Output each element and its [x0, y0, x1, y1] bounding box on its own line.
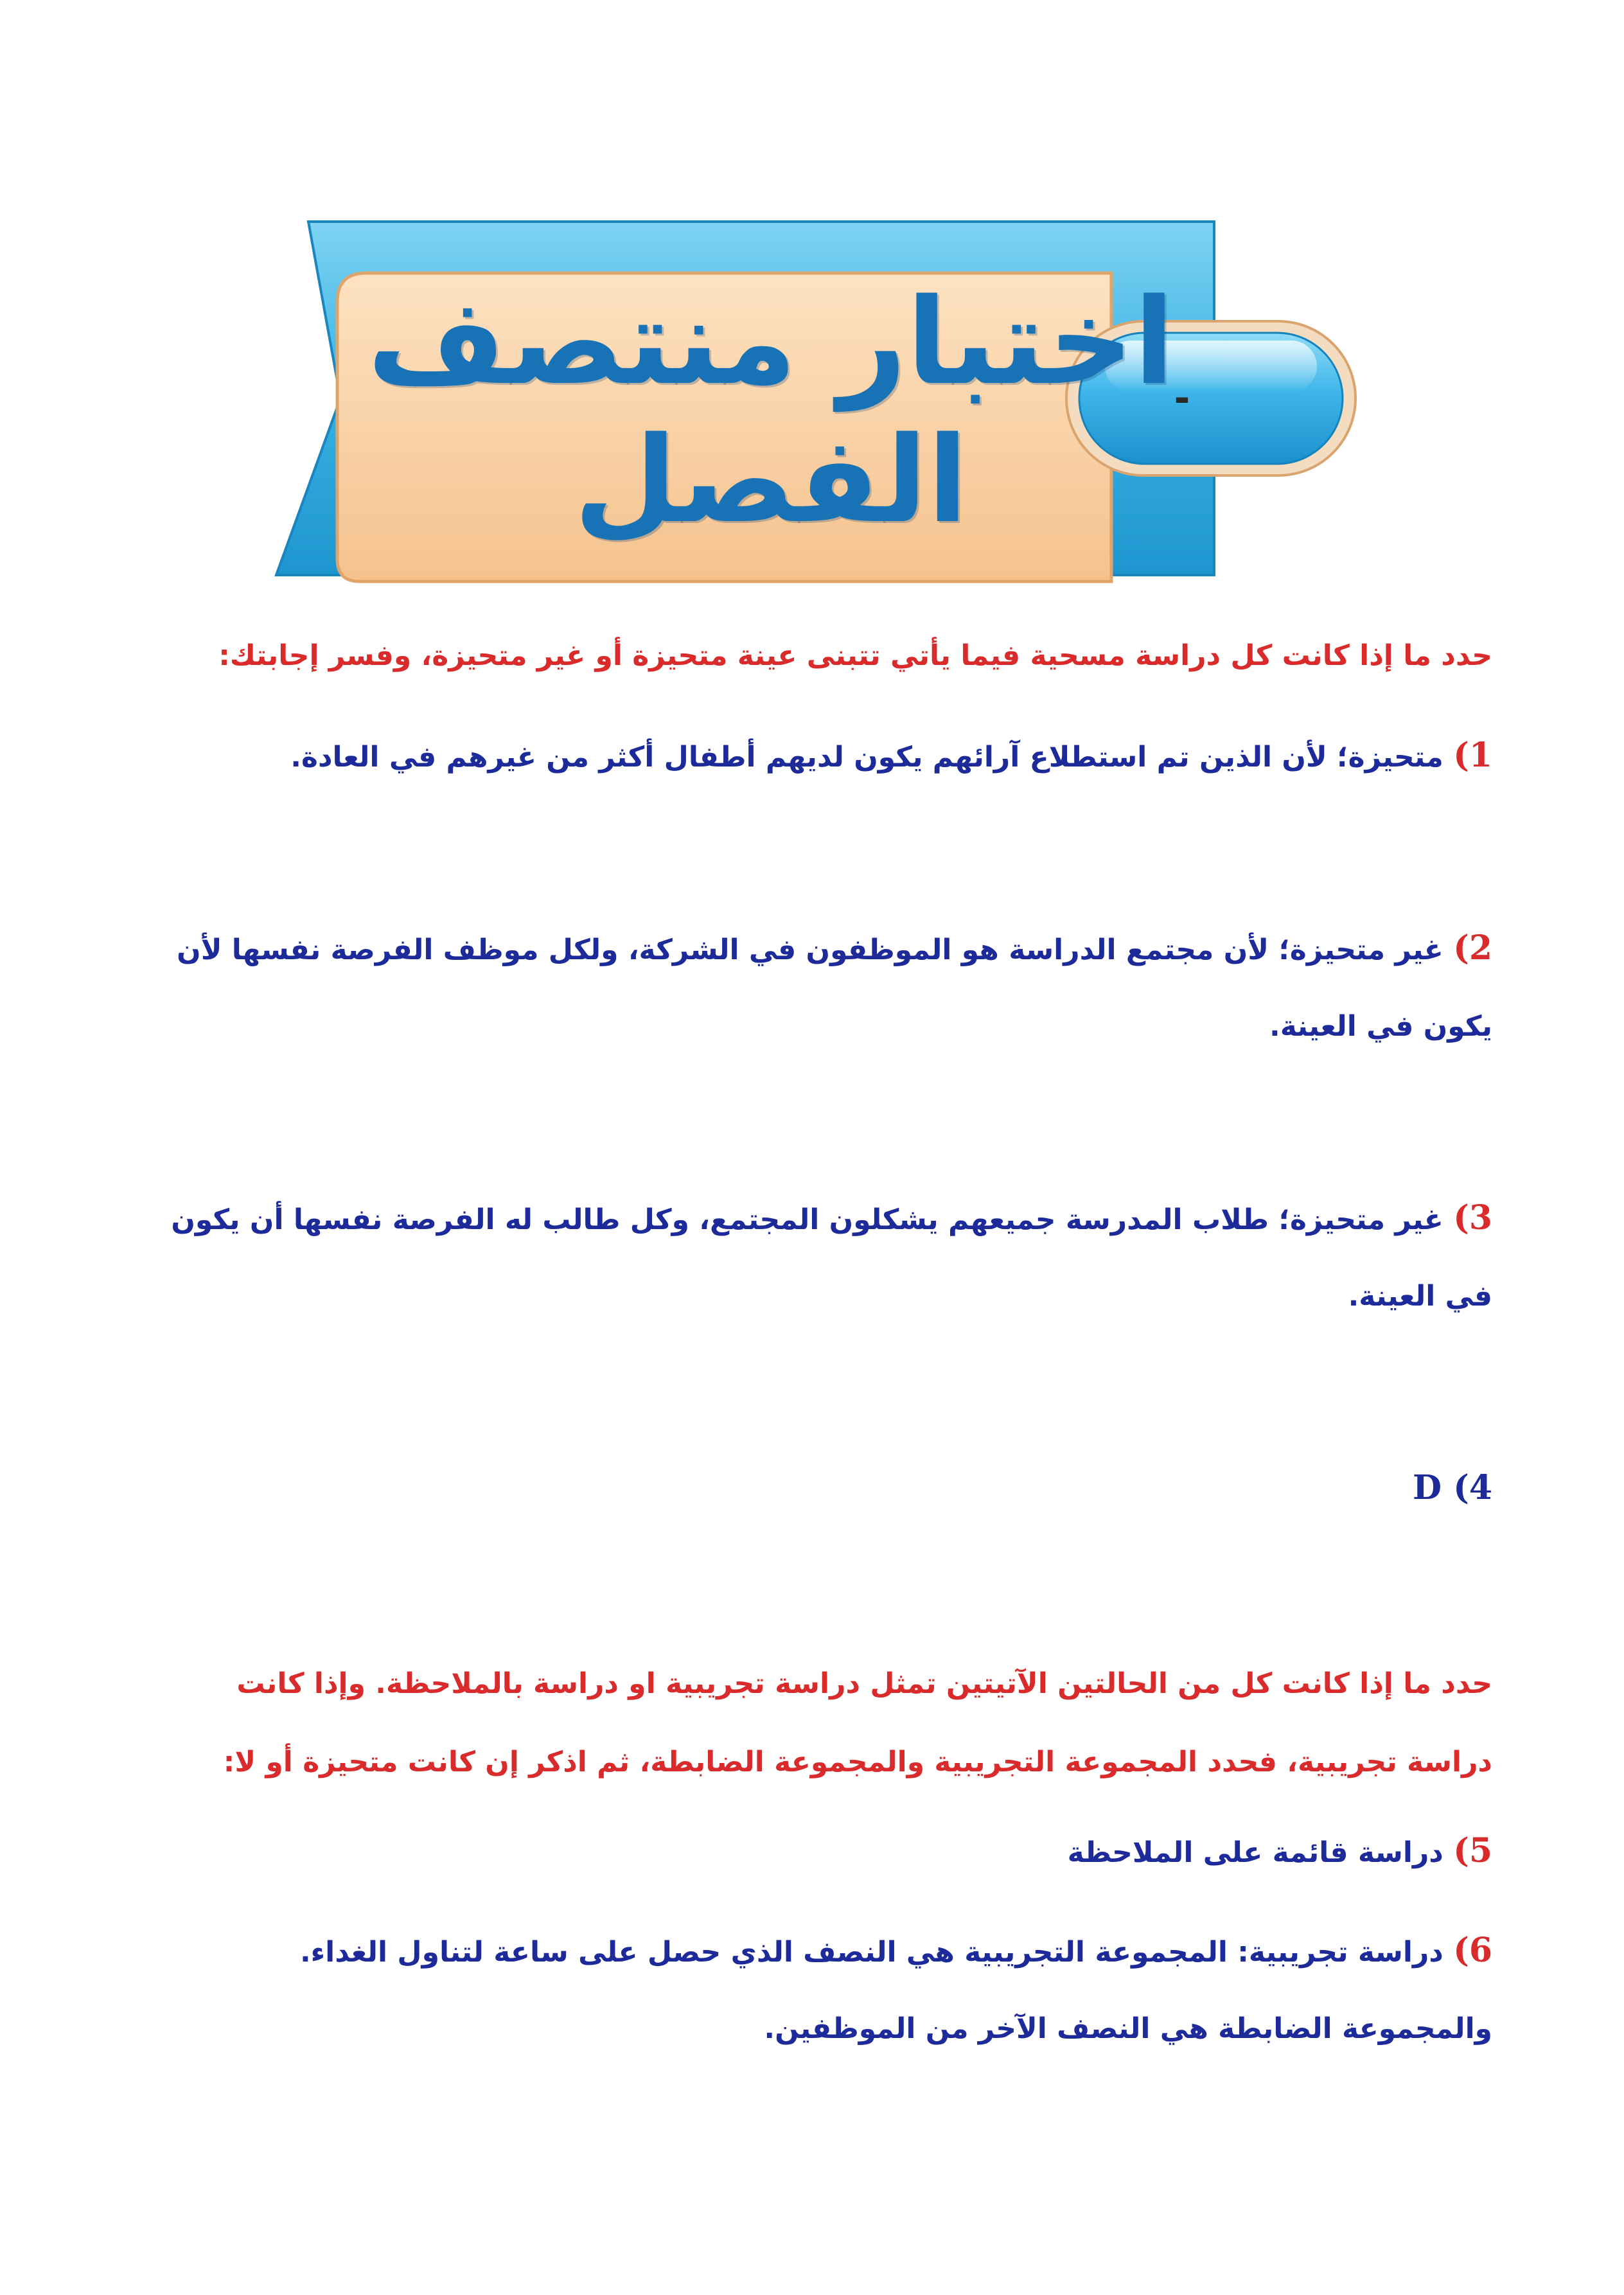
title-line-1: اختبار منتصف — [367, 272, 1175, 411]
item-number: 6) — [1453, 1931, 1492, 1970]
answer-item-3-continued: في العينة. — [1348, 1280, 1492, 1313]
section2-instruction-line-1: حدد ما إذا كانت كل من الحالتين الآتيتين تمثل دراسة تجريبية او دراسة بالملاحظة. وإذا كانت — [236, 1667, 1492, 1700]
item-text: دراسة قائمة على الملاحظة — [1067, 1836, 1443, 1869]
item-number: 2) — [1453, 928, 1492, 968]
answer-item-1 — [290, 716, 1492, 797]
section2-instruction-line-2: دراسة تجريبية، فحدد المجموعة التجريبية والمجموعة الضابطة، ثم اذكر إن كانت متحيزة أو لا: — [223, 1746, 1492, 1778]
item-number: D (4 — [1413, 1468, 1492, 1507]
item-text: غير متحيزة؛ لأن مجتمع الدراسة هو الموظفون في الشركة، ولكل موظف الفرصة نفسها لأن — [177, 934, 1443, 966]
title-line-2: الفصل — [574, 411, 968, 549]
item-number: 3) — [1453, 1198, 1492, 1237]
item-text: دراسة تجريبية: المجموعة التجريبية هي النصف الذي حصل على ساعة لتناول الغداء. — [299, 1936, 1443, 1969]
section1-instruction: حدد ما إذا كانت كل دراسة مسحية فيما يأتي تتبنى عينة متحيزة أو غير متحيزة، وفسر إجابتك: — [218, 639, 1492, 672]
answer-item-6 — [300, 1911, 1492, 1992]
answer-item-5 — [1068, 1812, 1492, 1892]
answer-item-6-continued: والمجموعة الضابطة هي النصف الآخر من الموظفين. — [764, 2012, 1492, 2045]
answer-item-3 — [171, 1179, 1492, 1259]
title-banner — [225, 206, 1394, 591]
item-number: 5) — [1453, 1831, 1492, 1870]
answer-item-4 — [1413, 1449, 1492, 1529]
item-text: غير متحيزة؛ طلاب المدرسة جميعهم يشكلون المجتمع، وكل طالب له الفرصة نفسها أن يكون — [171, 1203, 1443, 1236]
answer-item-2-continued: يكون في العينة. — [1269, 1010, 1492, 1043]
banner-dash-mark: - — [1174, 376, 1190, 421]
answer-item-2 — [177, 909, 1492, 989]
page-title — [321, 263, 1221, 559]
item-text: متحيزة؛ لأن الذين تم استطلاع آرائهم يكون لديهم أطفال أكثر من غيرهم في العادة. — [290, 741, 1443, 774]
item-number: 1) — [1453, 736, 1492, 775]
